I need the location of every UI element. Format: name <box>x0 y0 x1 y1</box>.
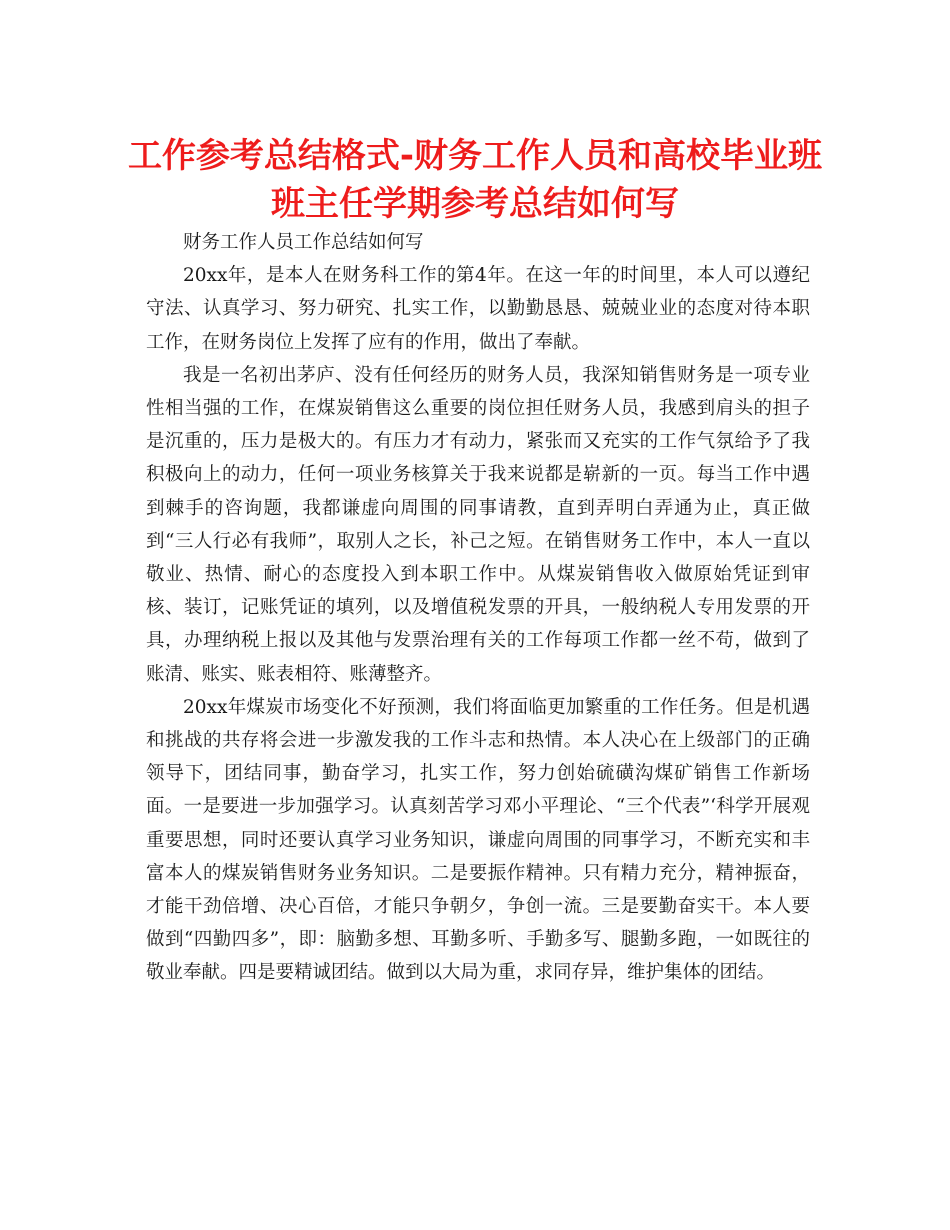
body-paragraph: 20xx年，是本人在财务科工作的第4年。在这一年的时间里，本人可以遵纪守法、认真学习、努力研究、扎实工作，以勤勤恳恳、兢兢业业的态度对待本职工作，在财务岗位上发挥了应有的作用，做出了奉献。 <box>146 265 810 353</box>
body-paragraph: 20xx年煤炭市场变化不好预测，我们将面临更加繁重的工作任务。但是机遇和挑战的共存将会进一步激发我的工作斗志和热情。本人决心在上级部门的正确领导下，团结同事，勤奋学习，扎实工作，努力创始硫磺沟煤矿销售工作新场面。一是要进一步加强学习。认真刻苦学习邓小平理论、“三个代表”‘科学开展观重要思想，同时还要认真学习业务知识，谦虚向周围的同事学习，不断充实和丰富本人的煤炭销售财务业务知识。二是要振作精神。只有精力充分，精神振奋，才能干劲倍增、决心百倍，才能只争朝夕，争创一流。三是要勤奋实干。本人要做到“四勤四多”，即：脑勤多想、耳勤多听、手勤多写、腿勤多跑，一如既往的敬业奉献。四是要精诚团结。做到以大局为重，求同存异，维护集体的团结。 <box>146 696 810 984</box>
body-paragraph: 我是一名初出茅庐、没有任何经历的财务人员，我深知销售财务是一项专业性相当强的工作，在煤炭销售这么重要的岗位担任财务人员，我感到肩头的担子是沉重的，压力是极大的。有压力才有动力，紧张而又充实的工作气氛给予了我积极向上的动力，任何一项业务核算关于我来说都是崭新的一页。每当工作中遇到棘手的咨询题，我都谦虚向周围的同事请教，直到弄明白弄通为止，真正做到“三人行必有我师”，取别人之长，补己之短。在销售财务工作中，本人一直以敬业、热情、耐心的态度投入到本职工作中。从煤炭销售收入做原始凭证到审核、装订，记账凭证的填列，以及增值税发票的开具，一般纳税人专用发票的开具，办理纳税上报以及其他与发票治理有关的工作每项工作都一丝不苟，做到了账清、账实、账表相符、账薄整齐。 <box>146 364 810 685</box>
document-title: 工作参考总结格式-财务工作人员和高校毕业班班主任学期参考总结如何写 <box>127 136 823 224</box>
document-body <box>146 226 810 990</box>
subtitle-paragraph: 财务工作人员工作总结如何写 <box>183 232 424 253</box>
